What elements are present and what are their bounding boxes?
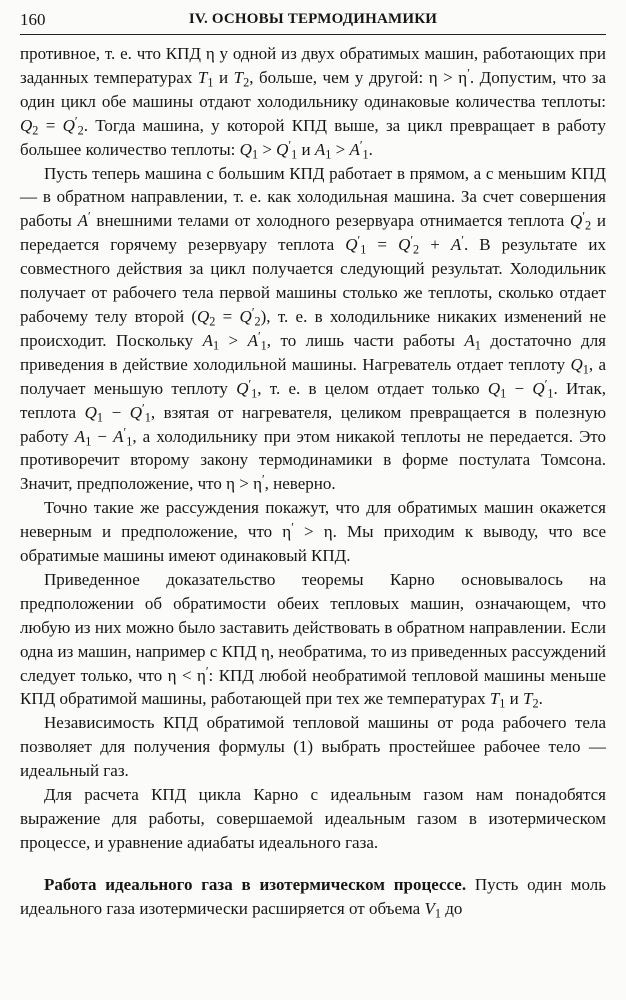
paragraph-1: противное, т. е. что КПД η у одной из двух обратимых машин, работающих при заданных температурах $T_1$ и $T_2$, больше, чем у другой: η > η′. Допустим, что за один цикл обе машины отдают холодильнику одинаковые количества теплоты: $Q_2 = Q'_2$. Тогда машина, у которой КПД выше, за цикл превращает в работу большее количество теплоты: $Q_1 > Q'_1$ и $A_1 > A'_1$. bbox=[20, 44, 606, 162]
section-text: Пусть один моль идеального газа изотермически расширяется от объема $V_1$ до bbox=[20, 874, 607, 921]
paragraph-3: Точно такие же рассуждения покажут, что для обратимых машин окажется неверным и предположение, что η′ > η. Мы приходим к выводу, что все обратимые машины имеют одинаковый КПД. bbox=[20, 498, 606, 566]
running-header bbox=[20, 8, 606, 35]
paragraph-2: Пусть теперь машина с большим КПД работает в прямом, а с меньшим КПД — в обратном направлении, т. е. как холодильная машина. За счет совершения работы A′ внешними телами от холодного резервуара отнимается теплота $Q'_2$ и передается горячему резервуару теплота $Q'_1 = Q'_2 + A'$. В результате их совместного действия за цикл получается следующий результат. Холодильник получает от рабочего тела первой машины столько же теплоты, сколько отдает рабочему телу второй $(Q_2 = Q'_2)$, т. е. в холодильнике никаких изменений не происходит. Поскольку $A_1 > A'_1$, то лишь части работы $A_1$ достаточно для приведения в действие холодильной машины. Нагреватель отдает теплоту $Q_1$, а получает меньшую теплоту $Q'_1$, т. е. в целом отдает только $Q_1 - Q'_1$. Итак, теплота $Q_1 - Q'_1$, взятая от нагревателя, целиком превращается в полезную работу $A_1 - A'_1$, а холодильнику при этом никакой теплоты не передается. Это противоречит второму закону термодинамики в форме постулата Томсона. Значит, предположение, что η > η′, неверно. bbox=[20, 163, 607, 494]
paragraph-6: Для расчета КПД цикла Карно с идеальным газом нам понадобятся выражение для работы, совершаемой идеальным газом в изотермическом процессе, и уравнение адиабаты идеального газа. bbox=[20, 785, 606, 852]
page-body bbox=[20, 42, 606, 921]
paragraph-5: Независимость КПД обратимой тепловой машины от рода рабочего тела позволяет для получения формулы (1) выбрать простейшее рабочее тело — идеальный газ. bbox=[20, 713, 606, 781]
paragraph-4: Приведенное доказательство теоремы Карно основывалось на предположении об обратимости обеих тепловых машин, означающем, что любую из них можно было заставить действовать в обратном направлении. Если одна из машин, например с КПД η, необратима, то из приведенных рассуждений следует только, что η < η′: КПД любой необратимой тепловой машины меньше КПД обратимой машины, работающей при тех же температурах $T_1$ и $T_2$. bbox=[20, 569, 606, 711]
page-number: 160 bbox=[20, 10, 46, 29]
section-heading: Работа идеального газа в изотермическом процессе. bbox=[44, 874, 467, 894]
running-title: IV. ОСНОВЫ ТЕРМОДИНАМИКИ bbox=[188, 11, 438, 27]
section-paragraph bbox=[20, 873, 606, 921]
